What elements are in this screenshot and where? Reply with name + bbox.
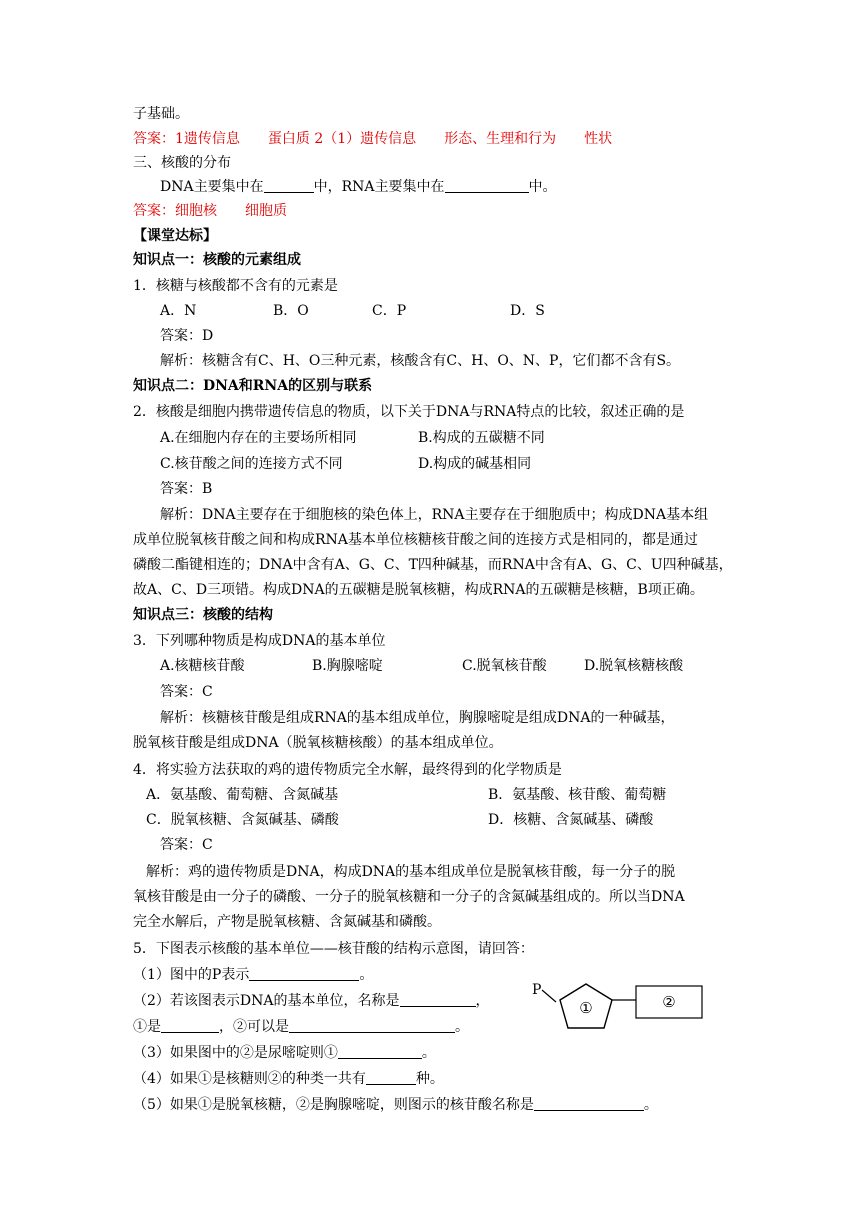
option-b: B．氨基酸、核苷酸、葡萄糖 bbox=[488, 787, 667, 803]
answer-blank[interactable] bbox=[400, 992, 476, 1007]
nucleotide-diagram bbox=[530, 978, 710, 1034]
phosphate-bond-line bbox=[542, 990, 556, 1002]
option-c: C．P bbox=[372, 303, 407, 319]
analysis-line: 完全水解后，产物是脱氧核糖、含氮碱基和磷酸。 bbox=[133, 914, 441, 930]
analysis-line: 解析：DNA主要存在于细胞核的染色体上，RNA主要存在于细胞质中；构成DNA基本组 bbox=[160, 507, 709, 523]
option-c: C.核苷酸之间的连接方式不同 bbox=[160, 456, 343, 472]
options-row bbox=[0, 452, 860, 476]
phosphate-label: P bbox=[532, 982, 542, 998]
option-c: C．脱氧核糖、含氮碱基、磷酸 bbox=[146, 812, 339, 828]
answer-blank[interactable] bbox=[445, 178, 529, 193]
analysis-line: 解析：鸡的遗传物质是DNA，构成DNA的基本组成单位是脱氧核苷酸，每一分子的脱 bbox=[146, 864, 676, 880]
analysis-line: 脱氧核苷酸是组成DNA（脱氧核糖核酸）的基本组成单位。 bbox=[133, 735, 503, 751]
fill-in-line: DNA主要集中在 中，RNA主要集中在 中。 bbox=[160, 179, 557, 195]
fill-in-line: （1）图中的P表示 。 bbox=[133, 967, 374, 983]
question-1: 1．核糖与核酸都不含有的元素是 bbox=[133, 278, 338, 294]
section-heading: 三、核酸的分布 bbox=[133, 155, 231, 171]
fill-in-line: （3）如果图中的②是尿嘧啶则① 。 bbox=[133, 1045, 436, 1061]
knowledge-point-heading: 知识点一：核酸的元素组成 bbox=[133, 252, 301, 268]
options-row bbox=[0, 426, 860, 450]
option-d: D．核糖、含氮碱基、磷酸 bbox=[488, 812, 654, 828]
options-row bbox=[0, 299, 860, 323]
base-label: ② bbox=[662, 993, 676, 1011]
text-line: 子基础。 bbox=[133, 106, 189, 122]
question-4: 4．将实验方法获取的鸡的遗传物质完全水解，最终得到的化学物质是 bbox=[133, 762, 562, 778]
question-2: 2．核酸是细胞内携带遗传信息的物质，以下关于DNA与RNA特点的比较，叙述正确的是 bbox=[133, 404, 685, 420]
analysis-line: 氧核苷酸是由一分子的磷酸、一分子的脱氧核糖和一分子的含氮碱基组成的。所以当DNA bbox=[133, 889, 685, 905]
option-a: A.在细胞内存在的主要场所相同 bbox=[160, 430, 357, 446]
answer-line: 答案：1遗传信息 蛋白质 2（1）遗传信息 形态、生理和行为 性状 bbox=[133, 131, 613, 147]
answer-blank[interactable] bbox=[534, 1096, 644, 1111]
fill-in-line: ①是 ，②可以是 。 bbox=[133, 1019, 469, 1035]
answer-blank[interactable] bbox=[366, 1070, 416, 1085]
answer-line: 答案：C bbox=[160, 837, 213, 853]
answer-blank[interactable] bbox=[161, 1018, 219, 1033]
section-heading: 【课堂达标】 bbox=[133, 228, 217, 244]
options-row bbox=[0, 808, 860, 832]
question-5: 5．下图表示核酸的基本单位——核苷酸的结构示意图，请回答： bbox=[133, 941, 534, 957]
option-a: A.核糖核苷酸 bbox=[160, 658, 245, 674]
answer-line: 答案：C bbox=[160, 684, 213, 700]
analysis-line: 磷酸二酯键相连的；DNA中含有A、G、C、T四种碱基，而RNA中含有A、G、C、U四种碱基， bbox=[133, 557, 733, 573]
answer-blank[interactable] bbox=[264, 178, 314, 193]
option-d: D.脱氧核糖核酸 bbox=[584, 658, 684, 674]
question-3: 3．下列哪种物质是构成DNA的基本单位 bbox=[133, 633, 386, 649]
option-d: D．S bbox=[510, 303, 545, 319]
answer-line: 答案：B bbox=[160, 481, 213, 497]
analysis-line: 解析：核糖核苷酸是组成RNA的基本组成单位，胸腺嘧啶是组成DNA的一种碱基， bbox=[160, 710, 675, 726]
options-row bbox=[0, 654, 860, 678]
option-b: B.构成的五碳糖不同 bbox=[418, 430, 545, 446]
fill-in-line: （5）如果①是脱氧核糖，②是胸腺嘧啶，则图示的核苷酸名称是 。 bbox=[133, 1097, 658, 1113]
option-a: A．氨基酸、葡萄糖、含氮碱基 bbox=[146, 787, 339, 803]
analysis-line: 故A、C、D三项错。构成DNA的五碳糖是脱氧核糖，构成RNA的五碳糖是核糖，B项正确。 bbox=[133, 582, 704, 598]
pentose-label: ① bbox=[579, 999, 593, 1017]
answer-blank[interactable] bbox=[338, 1044, 422, 1059]
option-c: C.脱氧核苷酸 bbox=[462, 658, 547, 674]
knowledge-point-heading: 知识点二：DNA和RNA的区别与联系 bbox=[133, 378, 373, 394]
analysis-line: 成单位脱氧核苷酸之间和构成RNA基本单位核糖核苷酸之间的连接方式是相同的，都是通过 bbox=[133, 532, 698, 548]
answer-line: 答案：细胞核 细胞质 bbox=[133, 203, 287, 219]
fill-in-line: （4）如果①是核糖则②的种类一共有 种。 bbox=[133, 1071, 444, 1087]
option-b: B．O bbox=[273, 303, 309, 319]
knowledge-point-heading: 知识点三：核酸的结构 bbox=[133, 607, 273, 623]
option-b: B.胸腺嘧啶 bbox=[312, 658, 383, 674]
fill-in-line: （2）若该图表示DNA的基本单位，名称是 ， bbox=[133, 993, 490, 1009]
answer-blank[interactable] bbox=[249, 966, 359, 981]
option-d: D.构成的碱基相同 bbox=[418, 456, 532, 472]
answer-line: 答案：D bbox=[160, 328, 214, 344]
analysis-line: 解析：核糖含有C、H、O三种元素，核酸含有C、H、O、N、P，它们都不含有S。 bbox=[160, 353, 681, 369]
option-a: A．N bbox=[160, 303, 197, 319]
options-row bbox=[0, 783, 860, 807]
answer-blank[interactable] bbox=[289, 1018, 455, 1033]
